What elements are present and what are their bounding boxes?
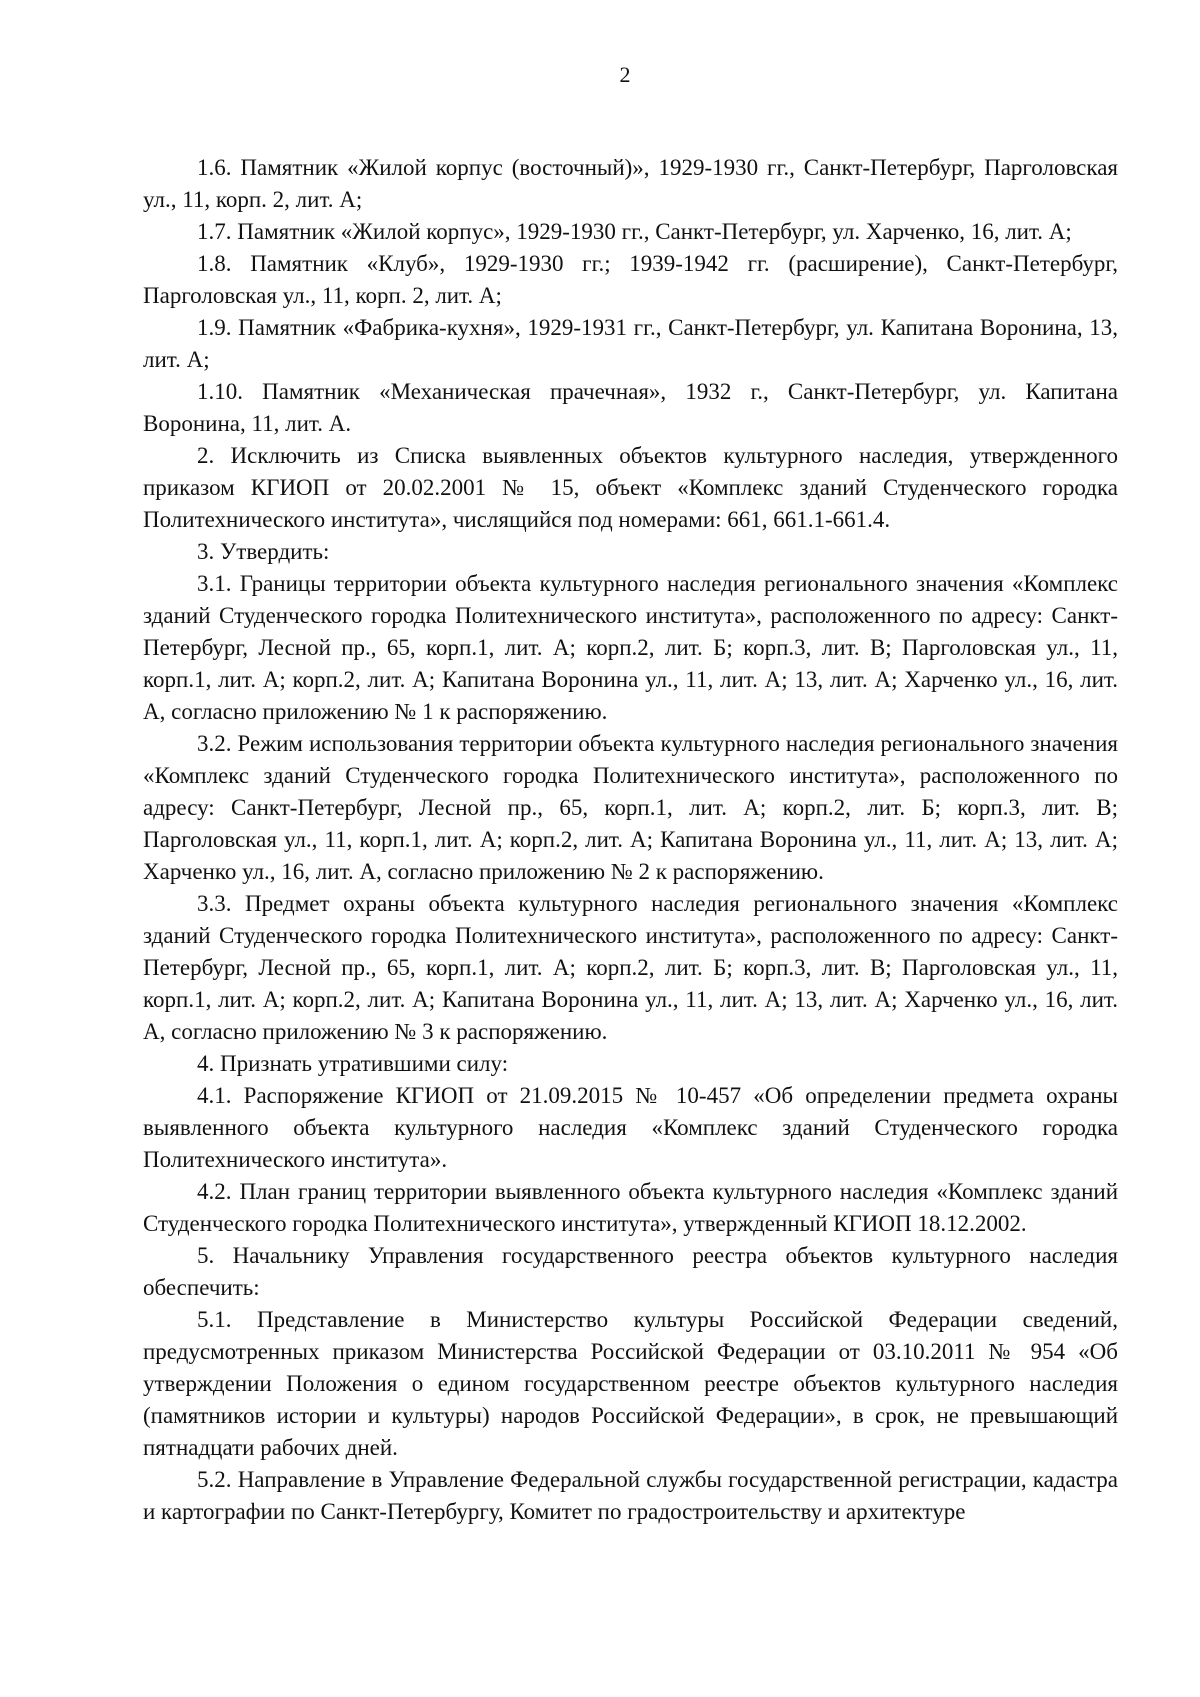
- document-body: [143, 152, 1118, 1528]
- page-number: 2: [619, 62, 631, 87]
- paragraph-5: 5. Начальнику Управления государственного реестра объектов культурного наследия обеспечить:: [143, 1243, 1118, 1300]
- paragraph-1-7: 1.7. Памятник «Жилой корпус», 1929-1930 гг., Санкт-Петербург, ул. Харченко, 16, лит. А;: [197, 219, 1072, 244]
- paragraph-1-6: 1.6. Памятник «Жилой корпус (восточный)», 1929-1930 гг., Санкт-Петербург, Парголовская ул., 11, корп. 2, лит. А;: [143, 155, 1118, 212]
- paragraph-3: 3. Утвердить:: [197, 539, 330, 564]
- paragraph-4-1: 4.1. Распоряжение КГИОП от 21.09.2015 № 10-457 «Об определении предмета охраны выявленного объекта культурного наследия «Комплекс зданий Студенческого городка Политехнического института».: [143, 1083, 1118, 1172]
- paragraph-4: 4. Признать утратившими силу:: [197, 1051, 509, 1076]
- paragraph-5-2: 5.2. Направление в Управление Федеральной службы государственной регистрации, кадастра и картографии по Санкт-Петербургу, Комитет по градостроительству и архитектуре: [143, 1467, 1118, 1524]
- paragraph-1-9: 1.9. Памятник «Фабрика-кухня», 1929-1931 гг., Санкт-Петербург, ул. Капитана Воронина, 13, лит. А;: [143, 315, 1118, 372]
- paragraph-5-1: 5.1. Представление в Министерство культуры Российской Федерации сведений, предусмотренных приказом Министерства Российской Федерации от 03.10.2011 № 954 «Об утверждении Положения о едином государственном реестре объектов культурного наследия (памятников истории и культуры) народов Российской Федерации», в срок, не превышающий пятнадцати рабочих дней.: [143, 1307, 1118, 1460]
- paragraph-1-8: 1.8. Памятник «Клуб», 1929-1930 гг.; 1939-1942 гг. (расширение), Санкт-Петербург, Парголовская ул., 11, корп. 2, лит. А;: [143, 251, 1118, 308]
- paragraph-4-2: 4.2. План границ территории выявленного объекта культурного наследия «Комплекс зданий Студенческого городка Политехнического института», утвержденный КГИОП 18.12.2002.: [143, 1179, 1118, 1236]
- paragraph-3-2: 3.2. Режим использования территории объекта культурного наследия регионального значения «Комплекс зданий Студенческого городка Политехнического института», расположенного по адресу: Санкт-Петербург, Лесной пр., 65, корп.1, лит. А; корп.2, лит. Б; корп.3, лит. В; Парголовская ул., 11, корп.1, лит. А; корп.2, лит. А; Капитана Воронина ул., 11, лит. А; 13, лит. А; Харченко ул., 16, лит. А, согласно приложению № 2 к распоряжению.: [143, 731, 1118, 884]
- paragraph-1-10: 1.10. Памятник «Механическая прачечная», 1932 г., Санкт-Петербург, ул. Капитана Воронина, 11, лит. А.: [143, 379, 1118, 436]
- paragraph-3-3: 3.3. Предмет охраны объекта культурного наследия регионального значения «Комплекс зданий Студенческого городка Политехнического института», расположенного по адресу: Санкт-Петербург, Лесной пр., 65, корп.1, лит. А; корп.2, лит. Б; корп.3, лит. В; Парголовская ул., 11, корп.1, лит. А; корп.2, лит. А; Капитана Воронина ул., 11, лит. А; 13, лит. А; Харченко ул., 16, лит. А, согласно приложению № 3 к распоряжению.: [143, 891, 1118, 1044]
- paragraph-3-1: 3.1. Границы территории объекта культурного наследия регионального значения «Комплекс зданий Студенческого городка Политехнического института», расположенного по адресу: Санкт-Петербург, Лесной пр., 65, корп.1, лит. А; корп.2, лит. Б; корп.3, лит. В; Парголовская ул., 11, корп.1, лит. А; корп.2, лит. А; Капитана Воронина ул., 11, лит. А; 13, лит. А; Харченко ул., 16, лит. А, согласно приложению № 1 к распоряжению.: [143, 571, 1118, 724]
- paragraph-2: 2. Исключить из Списка выявленных объектов культурного наследия, утвержденного приказом КГИОП от 20.02.2001 № 15, объект «Комплекс зданий Студенческого городка Политехнического института», числящийся под номерами: 661, 661.1-661.4.: [143, 443, 1118, 532]
